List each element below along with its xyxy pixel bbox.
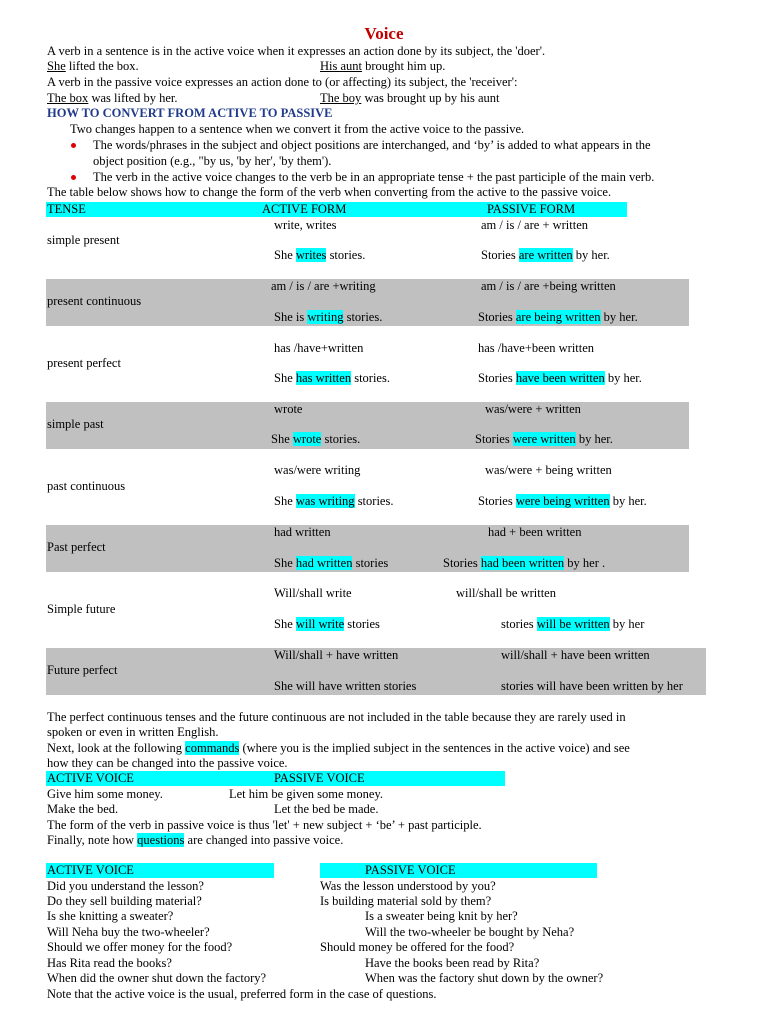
question-passive: Was the lesson understood by you? bbox=[320, 879, 496, 893]
active-definition: A verb in a sentence is in the active voice when it expresses an action done by its subject, the 'doer'. bbox=[47, 44, 546, 58]
bullet-dot-icon bbox=[71, 143, 76, 148]
active-form: wrote bbox=[274, 402, 303, 416]
command-passive: Let him be given some money. bbox=[229, 787, 384, 801]
example-active-1: She lifted the box. bbox=[47, 59, 139, 73]
passive-example: stories will be written by her bbox=[501, 617, 645, 631]
passive-form: was/were + written bbox=[485, 402, 581, 416]
active-example: She writes stories. bbox=[274, 248, 366, 262]
after-table-line-2: spoken or even in written English. bbox=[47, 725, 219, 739]
active-example: She was writing stories. bbox=[274, 494, 394, 508]
passive-example: Stories have been written by her. bbox=[478, 371, 642, 385]
example-passive-2: The boy was brought up by his aunt bbox=[320, 91, 500, 105]
header-active-form: ACTIVE FORM bbox=[262, 202, 347, 216]
active-form: Will/shall write bbox=[274, 586, 352, 600]
active-example: She is writing stories. bbox=[274, 310, 383, 324]
after-table-line-1: The perfect continuous tenses and the future continuous are not included in the table because they are rarely used in bbox=[47, 710, 626, 724]
questions-conclusion: Note that the active voice is the usual, preferred form in the case of questions. bbox=[47, 987, 437, 1001]
example-passive-1: The box was lifted by her. bbox=[47, 91, 178, 105]
tense-label: present continuous bbox=[47, 294, 142, 308]
passive-form: am / is / are +being written bbox=[481, 279, 616, 293]
active-form: am / is / are +writing bbox=[271, 279, 376, 293]
question-active: When did the owner shut down the factory? bbox=[47, 971, 267, 985]
passive-form: am / is / are + written bbox=[481, 218, 589, 232]
passive-example: stories will have been written by her bbox=[501, 679, 683, 693]
question-active: Should we offer money for the food? bbox=[47, 940, 233, 954]
question-passive: Should money be offered for the food? bbox=[320, 940, 515, 954]
active-form: had written bbox=[274, 525, 331, 539]
questions-header-passive: PASSIVE VOICE bbox=[365, 863, 456, 877]
question-active: Did you understand the lesson? bbox=[47, 879, 204, 893]
passive-form: will/shall be written bbox=[456, 586, 556, 600]
active-form: has /have+written bbox=[274, 341, 364, 355]
passive-form: was/were + being written bbox=[485, 463, 612, 477]
passive-example: Stories had been written by her . bbox=[443, 556, 606, 570]
two-changes-text: Two changes happen to a sentence when we convert it from the active voice to the passive. bbox=[70, 122, 525, 136]
questions-intro: Finally, note how questions are changed into passive voice. bbox=[47, 833, 344, 847]
active-form: Will/shall + have written bbox=[274, 648, 399, 662]
tense-label: Future perfect bbox=[47, 663, 118, 677]
commands-intro: Next, look at the following commands (where you is the implied subject in the sentences in the active voice) and see bbox=[47, 741, 630, 755]
after-table-line-4: how they can be changed into the passive voice. bbox=[47, 756, 288, 770]
tense-label: simple present bbox=[47, 233, 120, 247]
active-example: She has written stories. bbox=[274, 371, 390, 385]
question-active: Will Neha buy the two-wheeler? bbox=[47, 925, 210, 939]
let-form-note: The form of the verb in passive voice is thus 'let' + new subject + ‘be’ + past participle. bbox=[47, 818, 482, 832]
question-passive: Is a sweater being knit by her? bbox=[365, 909, 518, 923]
tense-label: past continuous bbox=[47, 479, 126, 493]
active-example: She will have written stories bbox=[274, 679, 417, 693]
tense-label: Past perfect bbox=[47, 540, 106, 554]
tense-label: present perfect bbox=[47, 356, 121, 370]
bullet-2: The verb in the active voice changes to the verb be in an appropriate tense + the past participle of the main verb. bbox=[93, 170, 655, 184]
commands-header-passive: PASSIVE VOICE bbox=[274, 771, 365, 785]
header-passive-form: PASSIVE FORM bbox=[487, 202, 576, 216]
question-active: Is she knitting a sweater? bbox=[47, 909, 174, 923]
question-active: Has Rita read the books? bbox=[47, 956, 172, 970]
active-form: was/were writing bbox=[274, 463, 361, 477]
question-passive: Will the two-wheeler be bought by Neha? bbox=[365, 925, 575, 939]
header-tense: TENSE bbox=[47, 202, 86, 216]
active-example: She will write stories bbox=[274, 617, 380, 631]
commands-header-active: ACTIVE VOICE bbox=[47, 771, 134, 785]
passive-definition: A verb in the passive voice expresses an action done to (or affecting) its subject, the 'receiver': bbox=[47, 75, 518, 89]
tense-label: Simple future bbox=[47, 602, 116, 616]
bullet-1-line-1: The words/phrases in the subject and object positions are interchanged, and ‘by’ is added to what appears in the bbox=[93, 138, 651, 152]
passive-example: Stories were written by her. bbox=[475, 432, 613, 446]
table-intro: The table below shows how to change the form of the verb when converting from the active to the passive voice. bbox=[47, 185, 612, 199]
passive-example: Stories are being written by her. bbox=[478, 310, 638, 324]
question-active: Do they sell building material? bbox=[47, 894, 202, 908]
questions-header-bar bbox=[320, 863, 597, 878]
active-example: She wrote stories. bbox=[271, 432, 361, 446]
section-heading: HOW TO CONVERT FROM ACTIVE TO PASSIVE bbox=[47, 106, 333, 120]
command-active: Make the bed. bbox=[47, 802, 119, 816]
question-passive: Have the books been read by Rita? bbox=[365, 956, 540, 970]
bullet-dot-icon bbox=[71, 175, 76, 180]
bullet-1-line-2: object position (e.g., "by us, 'by her', 'by them'). bbox=[93, 154, 332, 168]
page-title: Voice bbox=[364, 24, 404, 43]
active-form: write, writes bbox=[274, 218, 337, 232]
passive-example: Stories were being written by her. bbox=[478, 494, 647, 508]
question-passive: Is building material sold by them? bbox=[320, 894, 492, 908]
passive-form: will/shall + have been written bbox=[501, 648, 650, 662]
question-passive: When was the factory shut down by the owner? bbox=[365, 971, 604, 985]
passive-form: has /have+been written bbox=[478, 341, 595, 355]
example-active-2: His aunt brought him up. bbox=[320, 59, 446, 73]
tense-label: simple past bbox=[47, 417, 104, 431]
questions-header-active: ACTIVE VOICE bbox=[47, 863, 134, 877]
command-active: Give him some money. bbox=[47, 787, 163, 801]
passive-example: Stories are written by her. bbox=[481, 248, 610, 262]
command-passive: Let the bed be made. bbox=[274, 802, 379, 816]
passive-form: had + been written bbox=[488, 525, 582, 539]
active-example: She had written stories bbox=[274, 556, 389, 570]
